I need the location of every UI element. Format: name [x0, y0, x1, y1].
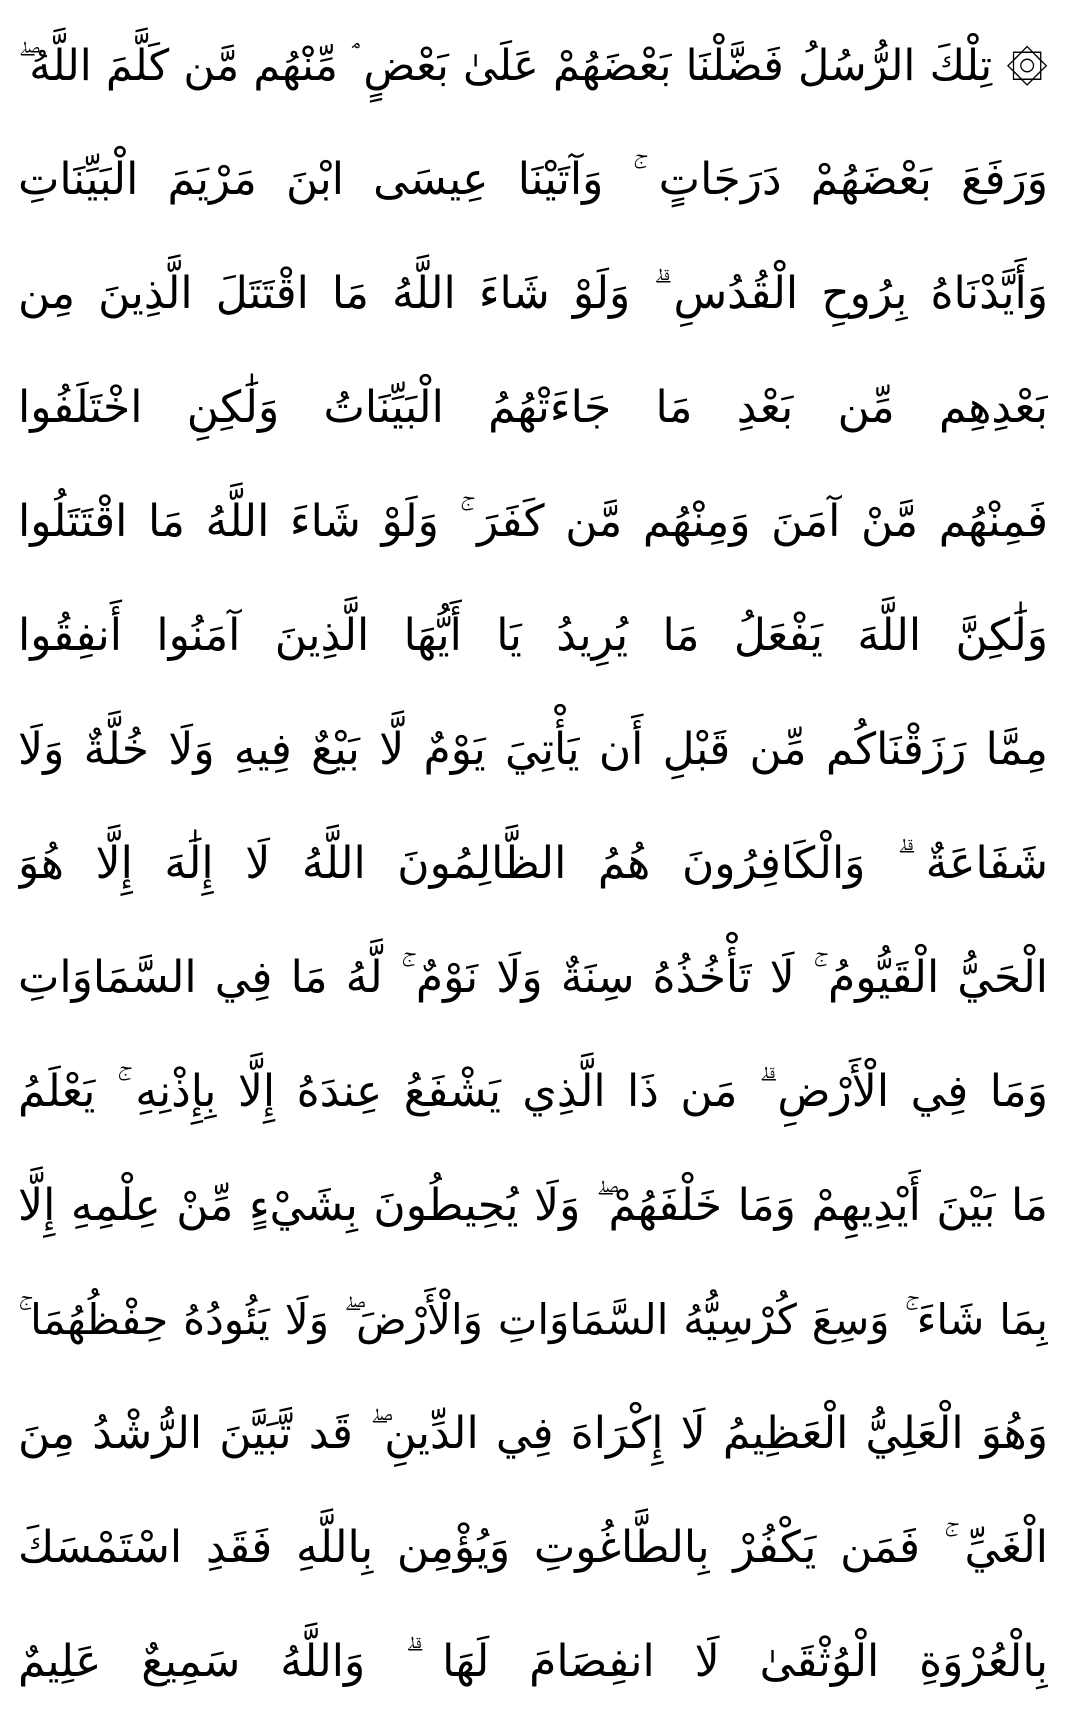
quran-line-5	[18, 466, 1048, 578]
line-text: شَفَاعَةٌ ۗ وَالْكَافِرُونَ هُمُ الظَّالِمُونَ اللَّهُ لَا إِلَٰهَ إِلَّا هُوَ	[18, 838, 1048, 889]
quran-line-14	[18, 1492, 1048, 1604]
quran-line-9	[18, 922, 1048, 1034]
quran-line-4	[18, 352, 1048, 464]
line-text: وَأَيَّدْنَاهُ بِرُوحِ الْقُدُسِ ۗ وَلَوْ شَاءَ اللَّهُ مَا اقْتَتَلَ الَّذِينَ مِن	[18, 268, 1048, 319]
quran-line-3	[18, 238, 1048, 350]
line-text: بَعْدِهِم مِّن بَعْدِ مَا جَاءَتْهُمُ الْبَيِّنَاتُ وَلَٰكِنِ اخْتَلَفُوا	[18, 382, 1048, 433]
line-text: مِمَّا رَزَقْنَاكُم مِّن قَبْلِ أَن يَأْتِيَ يَوْمٌ لَّا بَيْعٌ فِيهِ وَلَا خُلَّةٌ وَلَا	[18, 724, 1048, 775]
quran-line-13	[18, 1378, 1048, 1490]
quran-line-10	[18, 1036, 1048, 1148]
quran-text-block	[18, 10, 1048, 1710]
quran-line-11	[18, 1150, 1048, 1262]
quran-line-15	[18, 1606, 1048, 1718]
quran-line-1	[18, 10, 1048, 122]
line-text: مَا بَيْنَ أَيْدِيهِمْ وَمَا خَلْفَهُمْ ۖ وَلَا يُحِيطُونَ بِشَيْءٍ مِّنْ عِلْمِهِ إِلَّا	[18, 1180, 1048, 1231]
quran-line-12	[18, 1264, 1048, 1376]
quran-line-2	[18, 124, 1048, 236]
line-text: بِالْعُرْوَةِ الْوُثْقَىٰ لَا انفِصَامَ لَهَا ۗ وَاللَّهُ سَمِيعٌ عَلِيمٌ	[18, 1636, 1048, 1687]
line-text: فَمِنْهُم مَّنْ آمَنَ وَمِنْهُم مَّن كَفَرَ ۚ وَلَوْ شَاءَ اللَّهُ مَا اقْتَتَلُوا	[18, 496, 1048, 547]
quran-line-7	[18, 694, 1048, 806]
line-text: بِمَا شَاءَ ۚ وَسِعَ كُرْسِيُّهُ السَّمَاوَاتِ وَالْأَرْضَ ۖ وَلَا يَئُودُهُ حِفْظُهُمَا ۚ	[18, 1295, 1048, 1344]
line-text: وَهُوَ الْعَلِيُّ الْعَظِيمُ لَا إِكْرَاهَ فِي الدِّينِ ۖ قَد تَّبَيَّنَ الرُّشْدُ مِنَ	[18, 1408, 1048, 1459]
quran-line-8	[18, 808, 1048, 920]
line-text: وَمَا فِي الْأَرْضِ ۗ مَن ذَا الَّذِي يَشْفَعُ عِندَهُ إِلَّا بِإِذْنِهِ ۚ يَعْلَمُ	[18, 1066, 1048, 1117]
line-text: ۞ تِلْكَ الرُّسُلُ فَضَّلْنَا بَعْضَهُمْ عَلَىٰ بَعْضٍ ۘ مِّنْهُم مَّن كَلَّمَ اللَّهُ ۖ	[18, 41, 1048, 91]
line-text: وَلَٰكِنَّ اللَّهَ يَفْعَلُ مَا يُرِيدُ يَا أَيُّهَا الَّذِينَ آمَنُوا أَنفِقُوا	[18, 610, 1048, 661]
line-text: وَرَفَعَ بَعْضَهُمْ دَرَجَاتٍ ۚ وَآتَيْنَا عِيسَى ابْنَ مَرْيَمَ الْبَيِّنَاتِ	[18, 154, 1048, 205]
quran-line-6	[18, 580, 1048, 692]
line-text: الْغَيِّ ۚ فَمَن يَكْفُرْ بِالطَّاغُوتِ وَيُؤْمِن بِاللَّهِ فَقَدِ اسْتَمْسَكَ	[18, 1522, 1048, 1573]
line-text: الْحَيُّ الْقَيُّومُ ۚ لَا تَأْخُذُهُ سِنَةٌ وَلَا نَوْمٌ ۚ لَّهُ مَا فِي السَّمَاوَاتِ	[18, 952, 1048, 1003]
